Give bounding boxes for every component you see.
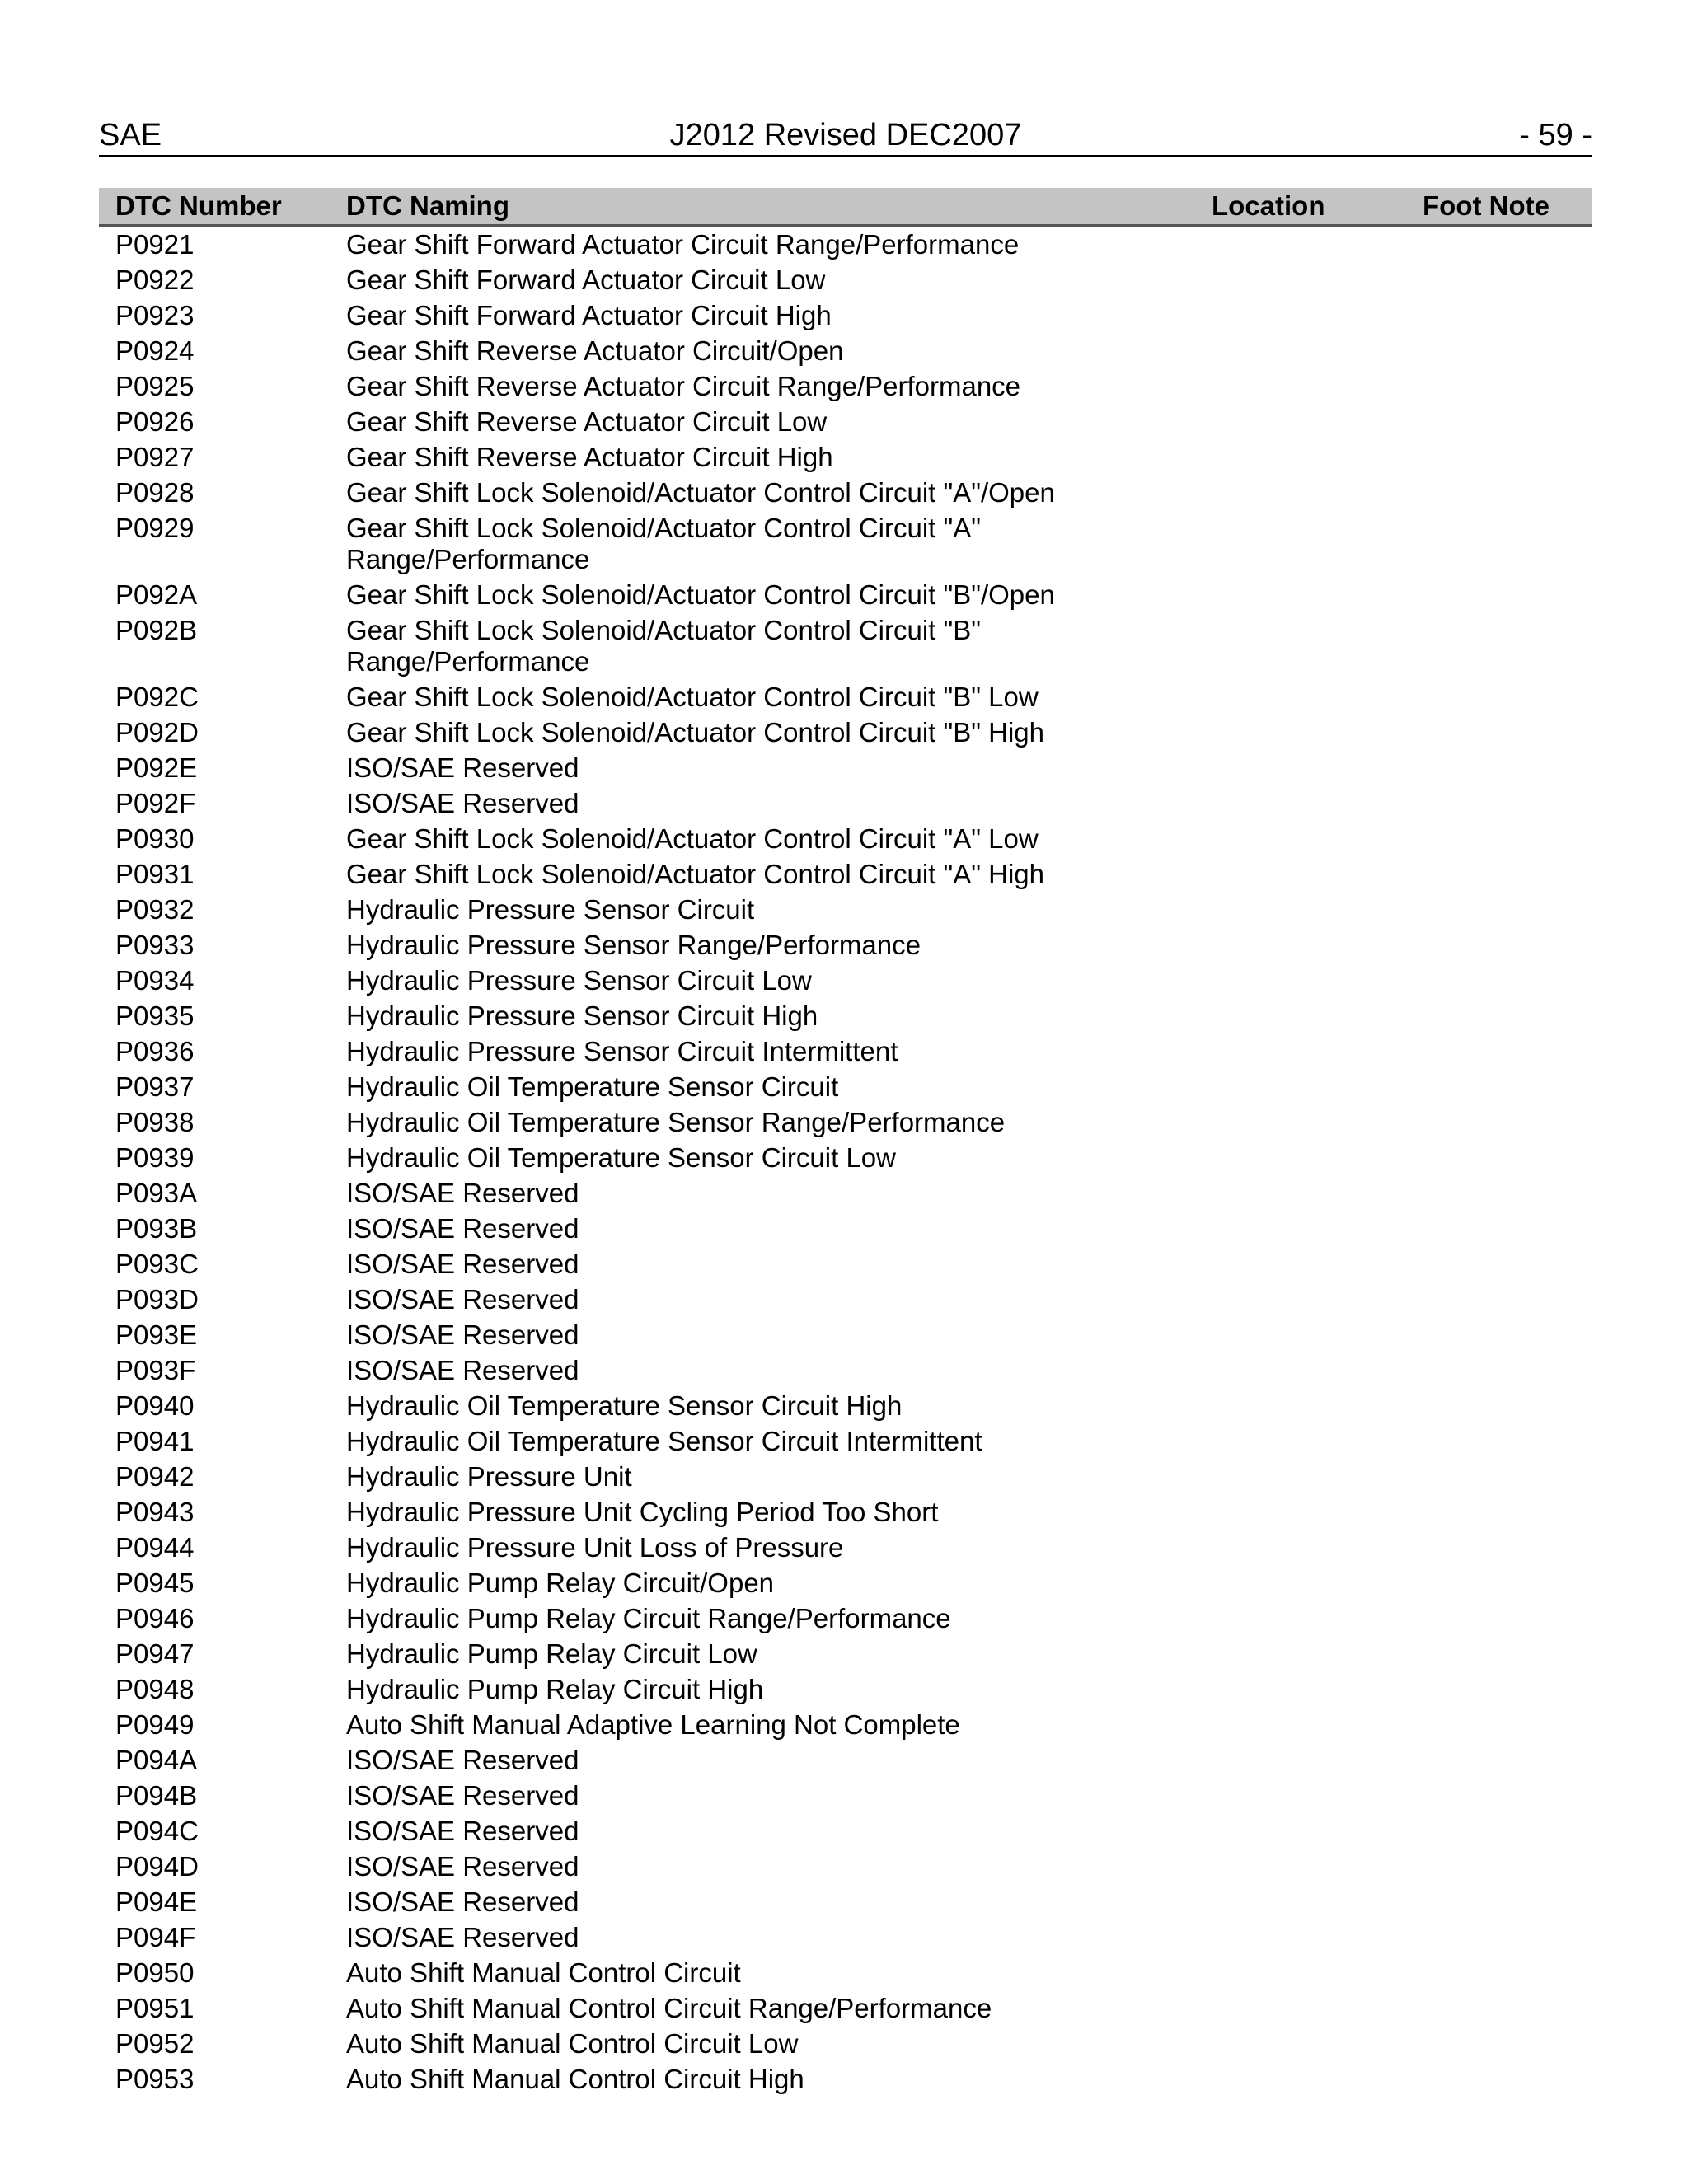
table-row — [99, 1849, 1592, 1884]
dtc-number-cell: P0950 — [115, 1957, 195, 1988]
dtc-number-cell: P094F — [115, 1922, 196, 1952]
dtc-naming-cell: ISO/SAE Reserved — [346, 1319, 579, 1350]
dtc-naming-cell: ISO/SAE Reserved — [346, 788, 579, 818]
table-row — [99, 1211, 1592, 1246]
table-row — [99, 892, 1592, 927]
dtc-naming-cell: Gear Shift Lock Solenoid/Actuator Control Circuit "A"/Open — [346, 477, 1055, 508]
dtc-number-cell: P0938 — [115, 1107, 195, 1137]
dtc-naming-cell: Hydraulic Pressure Sensor Circuit High — [346, 1001, 818, 1031]
dtc-naming-cell: Gear Shift Forward Actuator Circuit Range/Performance — [346, 229, 1020, 260]
dtc-number-cell: P0940 — [115, 1390, 195, 1421]
dtc-number-cell: P0928 — [115, 477, 195, 508]
dtc-number-cell: P0926 — [115, 406, 195, 437]
dtc-number-cell: P094B — [115, 1780, 198, 1811]
dtc-naming-cell: Gear Shift Reverse Actuator Circuit Low — [346, 406, 828, 437]
table-row — [99, 439, 1592, 475]
dtc-number-cell: P092C — [115, 682, 199, 712]
table-row — [99, 1246, 1592, 1282]
column-header-dtc-number: DTC Number — [115, 190, 282, 221]
dtc-naming-cell: Gear Shift Forward Actuator Circuit High — [346, 300, 832, 330]
dtc-number-cell: P093B — [115, 1213, 198, 1244]
table-row — [99, 1282, 1592, 1317]
dtc-number-cell: P0943 — [115, 1497, 195, 1527]
table-row — [99, 1884, 1592, 1919]
dtc-number-cell: P0953 — [115, 2064, 195, 2094]
table-header — [99, 188, 1592, 227]
dtc-number-cell: P0925 — [115, 371, 195, 401]
table-row — [99, 227, 1592, 262]
table-row — [99, 715, 1592, 750]
table-row — [99, 1423, 1592, 1459]
dtc-naming-cell: ISO/SAE Reserved — [346, 1178, 579, 1208]
dtc-number-cell: P0952 — [115, 2028, 195, 2059]
dtc-naming-cell: Gear Shift Lock Solenoid/Actuator Control Circuit "B" Range/Performance — [346, 615, 981, 677]
dtc-naming-cell: Auto Shift Manual Control Circuit Range/Performance — [346, 1993, 992, 2023]
dtc-number-cell: P093D — [115, 1284, 199, 1315]
dtc-number-cell: P0946 — [115, 1603, 195, 1633]
column-header-location: Location — [1212, 190, 1325, 221]
dtc-number-cell: P0933 — [115, 930, 195, 960]
dtc-number-cell: P0936 — [115, 1036, 195, 1066]
dtc-naming-cell: ISO/SAE Reserved — [346, 1922, 579, 1952]
dtc-number-cell: P0931 — [115, 859, 195, 889]
table-row — [99, 1565, 1592, 1601]
table-row — [99, 1530, 1592, 1565]
dtc-number-cell: P0947 — [115, 1638, 195, 1669]
table-row — [99, 1033, 1592, 1069]
column-header-foot-note: Foot Note — [1423, 190, 1550, 221]
dtc-naming-cell: Hydraulic Oil Temperature Sensor Circuit High — [346, 1390, 903, 1421]
dtc-naming-cell: Hydraulic Pump Relay Circuit Range/Performance — [346, 1603, 951, 1633]
dtc-table-body — [99, 227, 1592, 2097]
dtc-naming-cell: Hydraulic Oil Temperature Sensor Circuit Intermittent — [346, 1426, 982, 1456]
table-row — [99, 1601, 1592, 1636]
table-row — [99, 1140, 1592, 1175]
dtc-naming-cell: Auto Shift Manual Control Circuit High — [346, 2064, 804, 2094]
dtc-number-cell: P092F — [115, 788, 196, 818]
column-header-dtc-naming: DTC Naming — [346, 190, 509, 221]
dtc-number-cell: P094A — [115, 1745, 198, 1775]
dtc-naming-cell: Hydraulic Pressure Unit — [346, 1461, 632, 1492]
table-row — [99, 368, 1592, 404]
table-row — [99, 1636, 1592, 1671]
dtc-naming-cell: ISO/SAE Reserved — [346, 752, 579, 783]
dtc-naming-cell: Gear Shift Reverse Actuator Circuit Range/Performance — [346, 371, 1021, 401]
dtc-number-cell: P0949 — [115, 1709, 195, 1740]
dtc-naming-cell: Auto Shift Manual Adaptive Learning Not Complete — [346, 1709, 960, 1740]
table-row — [99, 1352, 1592, 1388]
dtc-number-cell: P0948 — [115, 1674, 195, 1704]
dtc-naming-cell: ISO/SAE Reserved — [346, 1745, 579, 1775]
dtc-number-cell: P092A — [115, 579, 198, 610]
dtc-number-cell: P092D — [115, 717, 199, 748]
table-row — [99, 785, 1592, 821]
table-row — [99, 2061, 1592, 2097]
dtc-naming-cell: Gear Shift Lock Solenoid/Actuator Control Circuit "B" High — [346, 717, 1044, 748]
table-row — [99, 963, 1592, 998]
table-row — [99, 2026, 1592, 2061]
dtc-number-cell: P093A — [115, 1178, 198, 1208]
dtc-naming-cell: ISO/SAE Reserved — [346, 1284, 579, 1315]
dtc-naming-cell: Hydraulic Pressure Sensor Circuit Low — [346, 965, 812, 996]
table-row — [99, 298, 1592, 333]
dtc-number-cell: P0932 — [115, 894, 195, 925]
table-row — [99, 1742, 1592, 1778]
dtc-naming-cell: Hydraulic Pump Relay Circuit Low — [346, 1638, 757, 1669]
dtc-number-cell: P093F — [115, 1355, 196, 1385]
table-row — [99, 333, 1592, 368]
table-row — [99, 1069, 1592, 1104]
dtc-number-cell: P0923 — [115, 300, 195, 330]
table-row — [99, 1707, 1592, 1742]
dtc-naming-cell: Gear Shift Reverse Actuator Circuit High — [346, 442, 833, 472]
table-row — [99, 750, 1592, 785]
dtc-naming-cell: Hydraulic Oil Temperature Sensor Circuit — [346, 1071, 839, 1102]
dtc-naming-cell: Hydraulic Pressure Unit Cycling Period Too Short — [346, 1497, 939, 1527]
table-row — [99, 1671, 1592, 1707]
dtc-naming-cell: Hydraulic Pump Relay Circuit High — [346, 1674, 764, 1704]
dtc-naming-cell: Gear Shift Lock Solenoid/Actuator Control Circuit "B"/Open — [346, 579, 1055, 610]
table-row — [99, 262, 1592, 298]
table-row — [99, 577, 1592, 612]
dtc-naming-cell: Gear Shift Forward Actuator Circuit Low — [346, 265, 826, 295]
table-row — [99, 1955, 1592, 1990]
table-row — [99, 856, 1592, 892]
dtc-naming-cell: Hydraulic Pump Relay Circuit/Open — [346, 1568, 775, 1598]
dtc-number-cell: P0951 — [115, 1993, 195, 2023]
dtc-number-cell: P0944 — [115, 1532, 195, 1563]
dtc-number-cell: P0930 — [115, 823, 195, 854]
dtc-naming-cell: Hydraulic Pressure Sensor Range/Performance — [346, 930, 921, 960]
dtc-number-cell: P0939 — [115, 1142, 195, 1173]
header-document-id: J2012 Revised DEC2007 — [669, 118, 1022, 152]
dtc-naming-cell: ISO/SAE Reserved — [346, 1355, 579, 1385]
table-row — [99, 679, 1592, 715]
table-row — [99, 821, 1592, 856]
dtc-naming-cell: Hydraulic Pressure Sensor Circuit Intermittent — [346, 1036, 898, 1066]
table-row — [99, 998, 1592, 1033]
dtc-number-cell: P0945 — [115, 1568, 195, 1598]
table-row — [99, 1388, 1592, 1423]
table-row — [99, 1778, 1592, 1813]
dtc-naming-cell: Hydraulic Pressure Unit Loss of Pressure — [346, 1532, 844, 1563]
dtc-number-cell: P094C — [115, 1816, 199, 1846]
dtc-naming-cell: ISO/SAE Reserved — [346, 1249, 579, 1279]
dtc-number-cell: P0937 — [115, 1071, 195, 1102]
dtc-number-cell: P092E — [115, 752, 198, 783]
dtc-naming-cell: Hydraulic Oil Temperature Sensor Range/Performance — [346, 1107, 1006, 1137]
table-row — [99, 475, 1592, 510]
table-row — [99, 927, 1592, 963]
dtc-naming-cell: Gear Shift Lock Solenoid/Actuator Control Circuit "A" Low — [346, 823, 1039, 854]
dtc-naming-cell: Hydraulic Pressure Sensor Circuit — [346, 894, 755, 925]
table-row — [99, 1919, 1592, 1955]
dtc-number-cell: P093C — [115, 1249, 199, 1279]
table-row — [99, 1494, 1592, 1530]
dtc-naming-cell: ISO/SAE Reserved — [346, 1213, 579, 1244]
table-row — [99, 1175, 1592, 1211]
dtc-naming-cell: Auto Shift Manual Control Circuit Low — [346, 2028, 799, 2059]
dtc-naming-cell: ISO/SAE Reserved — [346, 1851, 579, 1882]
dtc-number-cell: P094E — [115, 1886, 198, 1917]
dtc-naming-cell: Auto Shift Manual Control Circuit — [346, 1957, 741, 1988]
dtc-naming-cell: Gear Shift Lock Solenoid/Actuator Control Circuit "B" Low — [346, 682, 1039, 712]
dtc-number-cell: P0934 — [115, 965, 195, 996]
header-org: SAE — [99, 118, 162, 152]
dtc-number-cell: P093E — [115, 1319, 198, 1350]
dtc-number-cell: P0922 — [115, 265, 195, 295]
dtc-naming-cell: Hydraulic Oil Temperature Sensor Circuit Low — [346, 1142, 896, 1173]
dtc-number-cell: P0941 — [115, 1426, 195, 1456]
dtc-number-cell: P094D — [115, 1851, 199, 1882]
dtc-naming-cell: Gear Shift Lock Solenoid/Actuator Control Circuit "A" High — [346, 859, 1044, 889]
table-row — [99, 1317, 1592, 1352]
dtc-naming-cell: Gear Shift Lock Solenoid/Actuator Control Circuit "A" Range/Performance — [346, 513, 981, 574]
dtc-number-cell: P092B — [115, 615, 198, 645]
dtc-number-cell: P0935 — [115, 1001, 195, 1031]
page-header — [99, 115, 1592, 157]
dtc-naming-cell: ISO/SAE Reserved — [346, 1816, 579, 1846]
table-row — [99, 612, 1592, 679]
table-row — [99, 1990, 1592, 2026]
table-row — [99, 1459, 1592, 1494]
dtc-number-cell: P0921 — [115, 229, 195, 260]
dtc-number-cell: P0942 — [115, 1461, 195, 1492]
dtc-number-cell: P0924 — [115, 335, 195, 366]
dtc-naming-cell: Gear Shift Reverse Actuator Circuit/Open — [346, 335, 844, 366]
table-row — [99, 1104, 1592, 1140]
dtc-number-cell: P0927 — [115, 442, 195, 472]
table-row — [99, 404, 1592, 439]
table-row — [99, 510, 1592, 577]
dtc-naming-cell: ISO/SAE Reserved — [346, 1780, 579, 1811]
header-page-number: - 59 - — [1519, 118, 1592, 152]
dtc-naming-cell: ISO/SAE Reserved — [346, 1886, 579, 1917]
dtc-number-cell: P0929 — [115, 513, 195, 543]
table-row — [99, 1813, 1592, 1849]
